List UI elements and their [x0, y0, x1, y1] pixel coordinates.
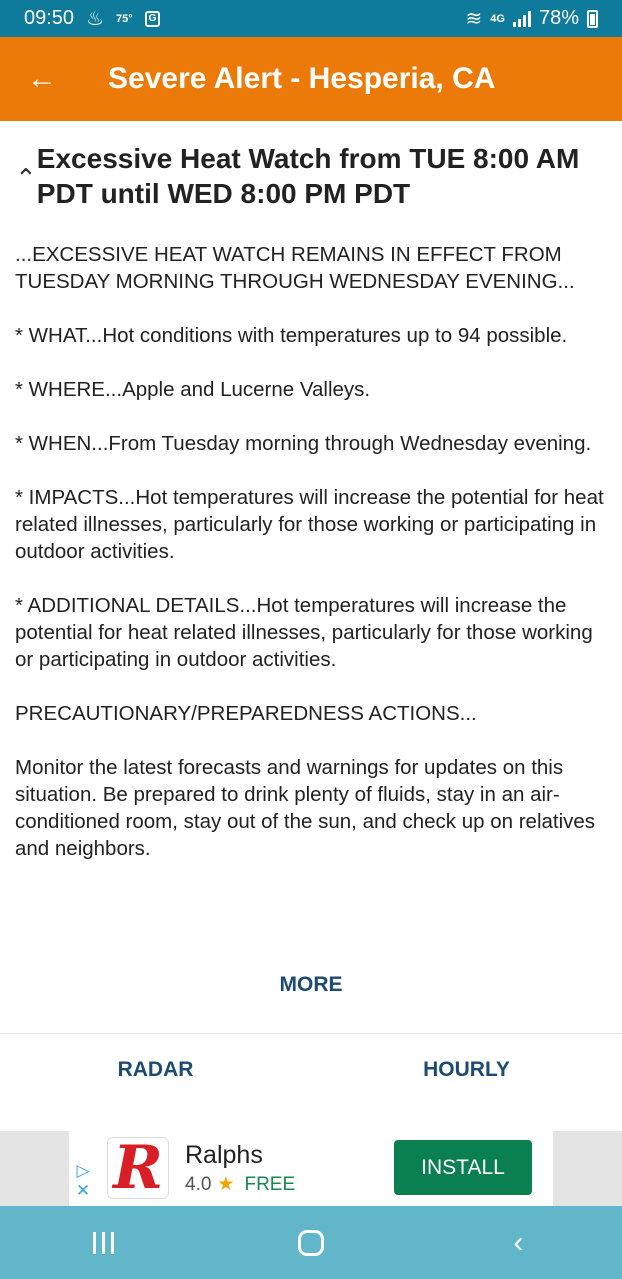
- home-icon: [298, 1230, 324, 1256]
- status-bar: [0, 0, 622, 37]
- temperature: 75°: [116, 12, 133, 25]
- person-icon: ♨: [86, 8, 104, 30]
- ad-close-icon[interactable]: ✕: [75, 1181, 91, 1200]
- signal-icon: [513, 11, 531, 27]
- home-button[interactable]: [207, 1230, 414, 1256]
- hourly-button[interactable]: HOURLY: [423, 1058, 510, 1081]
- recent-apps-button[interactable]: [0, 1232, 207, 1254]
- system-nav-bar: [0, 1206, 622, 1279]
- gallery-icon: G: [145, 11, 161, 27]
- alert-content: [0, 121, 622, 862]
- divider: [0, 1033, 622, 1034]
- logo-letter: R: [113, 1133, 163, 1203]
- back-chevron-icon: ‹: [513, 1225, 524, 1259]
- bottom-links: [0, 1058, 622, 1082]
- install-button[interactable]: INSTALL: [394, 1140, 532, 1195]
- radar-button[interactable]: RADAR: [117, 1058, 194, 1081]
- recent-apps-icon: [93, 1232, 114, 1254]
- ralphs-logo: [107, 1133, 169, 1203]
- back-button[interactable]: [415, 1226, 622, 1260]
- battery-percent: 78%: [538, 7, 579, 29]
- more-button[interactable]: MORE: [279, 973, 343, 996]
- app-bar: [0, 37, 622, 121]
- ad-app-name: Ralphs: [185, 1141, 263, 1169]
- ad-price: FREE: [244, 1173, 296, 1195]
- wifi-icon: ≋: [465, 8, 483, 30]
- alert-title: Excessive Heat Watch from TUE 8:00 AM PDT until WED 8:00 PM PDT: [36, 143, 580, 209]
- battery-icon: [587, 10, 598, 28]
- page-title: Severe Alert - Hesperia, CA: [108, 62, 496, 95]
- chevron-up-icon[interactable]: ⌃: [15, 163, 37, 193]
- ad-banner: [0, 1131, 622, 1206]
- ad-choices[interactable]: [73, 1161, 93, 1201]
- network-type: 4G: [490, 12, 505, 25]
- back-arrow-icon[interactable]: ←: [27, 62, 57, 95]
- star-icon: ★: [217, 1174, 235, 1195]
- ad-rating: 4.0: [185, 1173, 212, 1195]
- ad-card[interactable]: [69, 1131, 553, 1206]
- ad-play-icon: ▷: [76, 1161, 90, 1180]
- alert-body-text: ...EXCESSIVE HEAT WATCH REMAINS IN EFFECT FROM TUESDAY MORNING THROUGH WEDNESDAY EVENING... * WHAT...Hot conditions with temperatures up to 94 possible. * WHERE...Apple and Lucerne Valleys. * WHEN...From Tuesday morning through Wednesday evening. * IMPACTS...Hot temperatures will increase the potential for heat related illnesses, particularly for those working or participating in outdoor activities. * ADDITIONAL DETAILS...Hot temperatures will increase the potential for heat related illnesses, particularly for those working or participating in outdoor activities. PRECAUTIONARY/PREPAREDNESS ACTIONS... Monitor the latest forecasts and warnings for updates on this situation. Be prepared to drink plenty of fluids, stay in an air- conditioned room, stay out of the sun, and check up on relatives and neighbors.: [15, 243, 604, 860]
- alert-header[interactable]: [0, 121, 622, 211]
- ad-meta: [185, 1173, 295, 1196]
- clock: 09:50: [24, 7, 75, 29]
